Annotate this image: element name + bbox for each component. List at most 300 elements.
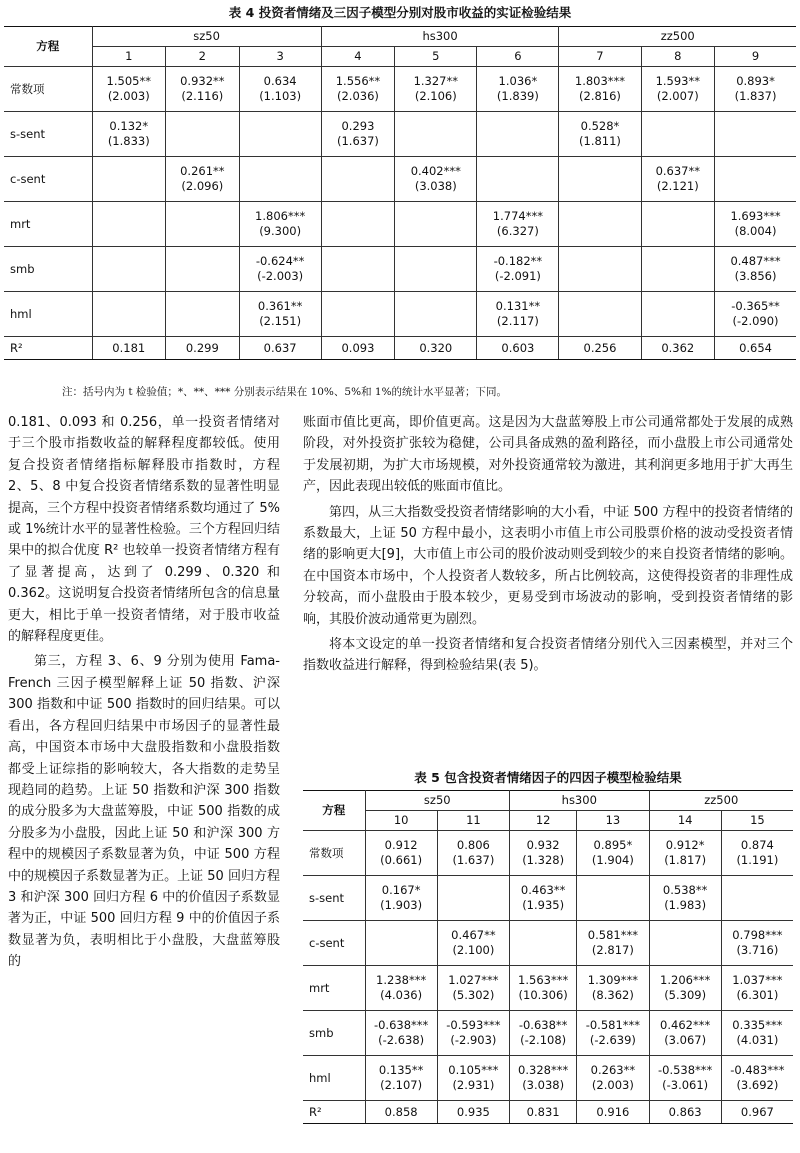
- coefficient: 1.206***: [660, 973, 711, 987]
- table4-note: 注：括号内为 t 检验值；*、**、*** 分别表示结果在 10%、5%和 1%的统计水平显著；下同。: [62, 386, 508, 398]
- left-paragraph-1: 0.181、0.093 和 0.256，单一投资者情绪对于三个股市指数收益的解释程度都较低。使用复合投资者情绪指标解释股市指数时，方程 2、5、8 中复合投资者情绪系数的显著性明显提高，三个方程中投资者情绪系数均通过了 5%或 1%统计水平的显著性检验。三个方程回归结果中的拟合优度 R² 也较单一投资者情绪方程有了显著提高，达到了 0.299、0.320 和 0.362。这说明复合投资者情绪所包含的信息量更大，相比于单一投资者情绪，对于股市收益的解释程度更佳。: [8, 415, 280, 645]
- coefficient: [242, 119, 319, 134]
- table-cell: [395, 247, 477, 292]
- t-value: (1.103): [259, 89, 302, 103]
- coefficient: -0.182**: [493, 254, 543, 268]
- column-number: 8: [641, 47, 715, 67]
- t-value: (8.362): [591, 988, 634, 1002]
- t-value: (-2.090): [732, 314, 779, 328]
- table-cell: [239, 67, 321, 112]
- coefficient: [324, 209, 393, 224]
- table-cell: [437, 1011, 509, 1056]
- t-value: [512, 943, 574, 958]
- coefficient: 1.593**: [655, 74, 700, 88]
- t-value: (1.637): [337, 134, 379, 148]
- coefficient: -0.638***: [373, 1018, 429, 1032]
- table-cell: [641, 67, 715, 112]
- coefficient: [479, 119, 556, 134]
- t-value: [168, 314, 237, 329]
- coefficient: 0.131**: [495, 299, 541, 313]
- table-cell: [721, 831, 793, 876]
- t-value: (2.007): [656, 89, 699, 103]
- column-number: 10: [365, 811, 437, 831]
- table-cell: [559, 292, 641, 337]
- t-value: [168, 134, 237, 149]
- r2-value: 0.299: [166, 337, 240, 360]
- table-cell: [721, 876, 793, 921]
- coefficient: 0.361**: [257, 299, 303, 313]
- t-value: [324, 269, 393, 284]
- table-cell: [92, 247, 166, 292]
- coefficient: [644, 209, 713, 224]
- coefficient: 0.463**: [520, 883, 566, 897]
- r2-value: 0.320: [395, 337, 477, 360]
- table-cell: [721, 1011, 793, 1056]
- r2-value: 0.935: [437, 1101, 509, 1124]
- t-value: [242, 134, 319, 149]
- t-value: (2.931): [452, 1078, 495, 1092]
- table-cell: [715, 112, 796, 157]
- coefficient: [397, 119, 474, 134]
- t-value: (2.096): [181, 179, 224, 193]
- coefficient: [242, 164, 319, 179]
- table-cell: [649, 1011, 721, 1056]
- coefficient: -0.638**: [518, 1018, 568, 1032]
- column-number-row: [303, 811, 793, 831]
- table-cell: [92, 292, 166, 337]
- table-cell: [166, 157, 240, 202]
- column-number: 11: [437, 811, 509, 831]
- t-value: (10.306): [518, 988, 568, 1002]
- coefficient: 1.309***: [587, 973, 638, 987]
- table-cell: [721, 921, 793, 966]
- table-cell: [395, 67, 477, 112]
- coefficient: [324, 164, 393, 179]
- table-cell: [715, 157, 796, 202]
- t-value: [717, 134, 794, 149]
- right-paragraph-1: 账面市值比更高，即价值更高。这是因为大盘蓝筹股上市公司通常都处于发展的成熟阶段，对外投资扩张较为稳健，公司具备成熟的盈利路径，而小盘股上市公司通常处于发展初期，为扩大市场规模，对外投资通常较为激进，其利润更多地用于扩大再生产，因此表现出较低的账面市值比。: [303, 415, 793, 495]
- t-value: [95, 269, 164, 284]
- header-row: [4, 27, 796, 47]
- t-value: [397, 314, 474, 329]
- coefficient: [95, 164, 164, 179]
- table-cell: [649, 1056, 721, 1101]
- t-value: [579, 898, 646, 913]
- table-cell: [365, 966, 437, 1011]
- table-row: [303, 831, 793, 876]
- table-cell: [649, 921, 721, 966]
- equation-header: 方程: [303, 791, 365, 831]
- table-cell: [577, 966, 649, 1011]
- t-value: (2.036): [337, 89, 379, 103]
- coefficient: [724, 883, 791, 898]
- table-cell: [559, 67, 641, 112]
- left-text-column: [8, 412, 280, 973]
- table-cell: [321, 67, 395, 112]
- t-value: [644, 224, 713, 239]
- table-cell: [641, 157, 715, 202]
- r2-value: 0.637: [239, 337, 321, 360]
- t-value: [397, 224, 474, 239]
- coefficient: [644, 119, 713, 134]
- coefficient: 1.806***: [255, 209, 306, 223]
- coefficient: 0.132*: [109, 119, 149, 133]
- table-cell: [437, 966, 509, 1011]
- table-cell: [477, 292, 559, 337]
- t-value: (-2.091): [494, 269, 541, 283]
- t-value: [561, 179, 638, 194]
- t-value: (8.004): [734, 224, 777, 238]
- group-header: zz500: [559, 27, 796, 47]
- table-cell: [239, 247, 321, 292]
- t-value: [652, 943, 719, 958]
- table-cell: [477, 112, 559, 157]
- r2-value: 0.362: [641, 337, 715, 360]
- coefficient: 0.328***: [518, 1063, 569, 1077]
- row-label: c-sent: [4, 157, 92, 202]
- table-cell: [715, 247, 796, 292]
- table-cell: [510, 876, 577, 921]
- coefficient: [561, 254, 638, 269]
- coefficient: 0.932: [526, 838, 560, 852]
- right-paragraph-3: 将本文设定的单一投资者情绪和复合投资者情绪分别代入三因素模型，并对三个指数收益进行解释，得到检验结果(表 5)。: [303, 637, 793, 674]
- t-value: (1.191): [736, 853, 779, 867]
- t-value: (2.100): [452, 943, 495, 957]
- coefficient: 0.538**: [662, 883, 708, 897]
- coefficient: [561, 209, 638, 224]
- table-cell: [649, 831, 721, 876]
- table-cell: [641, 202, 715, 247]
- table-cell: [559, 112, 641, 157]
- table-row: [303, 966, 793, 1011]
- coefficient: [561, 299, 638, 314]
- t-value: (2.116): [181, 89, 224, 103]
- table-cell: [510, 1011, 577, 1056]
- row-label: hml: [303, 1056, 365, 1101]
- t-value: [644, 134, 713, 149]
- t-value: (-2.903): [450, 1033, 497, 1047]
- coefficient: [652, 928, 719, 943]
- table-cell: [641, 292, 715, 337]
- t-value: (1.935): [522, 898, 565, 912]
- column-number: 13: [577, 811, 649, 831]
- column-number: 15: [721, 811, 793, 831]
- t-value: (2.107): [380, 1078, 423, 1092]
- table-cell: [577, 831, 649, 876]
- table-cell: [365, 831, 437, 876]
- coefficient: [479, 164, 556, 179]
- coefficient: -0.365**: [731, 299, 780, 313]
- table-cell: [166, 247, 240, 292]
- column-number: 4: [321, 47, 395, 67]
- t-value: (6.301): [736, 988, 779, 1002]
- table-cell: [577, 921, 649, 966]
- coefficient: 1.037***: [732, 973, 783, 987]
- column-number: 1: [92, 47, 166, 67]
- group-header: sz50: [365, 791, 510, 811]
- table-cell: [166, 202, 240, 247]
- group-header: zz500: [649, 791, 793, 811]
- t-value: (1.328): [522, 853, 565, 867]
- column-number: 5: [395, 47, 477, 67]
- t-value: (3.038): [522, 1078, 565, 1092]
- r2-label: R²: [4, 337, 92, 360]
- coefficient: 0.335***: [732, 1018, 783, 1032]
- coefficient: 0.893*: [736, 74, 775, 88]
- r2-value: 0.654: [715, 337, 796, 360]
- t-value: [168, 224, 237, 239]
- table-cell: [321, 112, 395, 157]
- table-cell: [365, 921, 437, 966]
- coefficient: 1.027***: [448, 973, 499, 987]
- table-cell: [437, 921, 509, 966]
- coefficient: 1.774***: [492, 209, 543, 223]
- t-value: (-3.061): [662, 1078, 709, 1092]
- table-row: [303, 1011, 793, 1056]
- coefficient: 0.293: [341, 119, 375, 133]
- table-cell: [510, 921, 577, 966]
- table-cell: [395, 157, 477, 202]
- r2-value: 0.093: [321, 337, 395, 360]
- right-text-column: [303, 412, 793, 677]
- t-value: (4.031): [736, 1033, 779, 1047]
- table-row: [4, 292, 796, 337]
- t-value: [724, 898, 791, 913]
- t-value: [561, 314, 638, 329]
- coefficient: [95, 254, 164, 269]
- table-row: [4, 202, 796, 247]
- row-label: s-sent: [4, 112, 92, 157]
- coefficient: [717, 164, 794, 179]
- table-cell: [239, 112, 321, 157]
- t-value: (2.117): [496, 314, 539, 328]
- coefficient: -0.538***: [657, 1063, 713, 1077]
- t-value: (2.151): [259, 314, 302, 328]
- t-value: [440, 898, 507, 913]
- coefficient: 0.806: [456, 838, 490, 852]
- coefficient: 0.912*: [665, 838, 705, 852]
- coefficient: [397, 299, 474, 314]
- t-value: (2.106): [414, 89, 457, 103]
- t-value: (1.637): [452, 853, 495, 867]
- coefficient: [579, 883, 646, 898]
- t-value: (1.817): [664, 853, 707, 867]
- t-value: (2.817): [591, 943, 634, 957]
- table-cell: [321, 292, 395, 337]
- table-cell: [92, 202, 166, 247]
- r2-value: 0.603: [477, 337, 559, 360]
- row-label: mrt: [303, 966, 365, 1011]
- table-row: [4, 157, 796, 202]
- t-value: [561, 224, 638, 239]
- t-value: (5.302): [452, 988, 495, 1002]
- table-cell: [239, 292, 321, 337]
- table-cell: [321, 247, 395, 292]
- table-cell: [477, 247, 559, 292]
- table-cell: [365, 876, 437, 921]
- t-value: (9.300): [259, 224, 302, 238]
- table-row: [4, 67, 796, 112]
- t-value: (1.833): [107, 134, 150, 148]
- t-value: [324, 179, 393, 194]
- coefficient: [324, 254, 393, 269]
- t-value: (1.904): [591, 853, 634, 867]
- table4: [4, 26, 796, 360]
- coefficient: 0.402***: [410, 164, 461, 178]
- t-value: [95, 224, 164, 239]
- t-value: (1.903): [380, 898, 423, 912]
- t-value: [644, 314, 713, 329]
- table-cell: [166, 292, 240, 337]
- column-number-row: [4, 47, 796, 67]
- t-value: (5.309): [664, 988, 707, 1002]
- coefficient: 1.563***: [518, 973, 569, 987]
- t-value: (0.661): [380, 853, 423, 867]
- table-cell: [721, 966, 793, 1011]
- column-number: 6: [477, 47, 559, 67]
- column-number: 3: [239, 47, 321, 67]
- table5-caption: 表 5 包含投资者情绪因子的四因子模型检验结果: [414, 770, 682, 785]
- right-paragraph-2: 第四，从三大指数受投资者情绪影响的大小看，中证 500 方程中的投资者情绪的系数最大，上证 50 方程中最小，这表明小市值上市公司股票价格的波动受投资者情绪的影响更大[9]，大市值上市公司的股价波动则受到较少的来自投资者情绪的影响。在中国资本市场中，个人投资者人数较多，所占比例较高，这使得投资者的非理性成分较高，而小盘股由于股本较少，更易受到市场波动的影响，受到投资者情绪的影响，其股价波动通常更为剧烈。: [303, 504, 793, 627]
- coefficient: 0.798***: [732, 928, 783, 942]
- left-paragraph-2: 第三，方程 3、6、9 分别为使用 Fama-French 三因子模型解释上证 50 指数、沪深 300 指数和中证 500 指数时的回归结果。可以看出，各方程回归结果中市场因子的显著性最高，中国资本市场中大盘股指数和小盘股指数都受上证综指的影响较大，各大指数的走势呈现趋同的趋势。上证 50 指数和沪深 300 指数的成分股多为大盘蓝筹股，中证 500 指数的成分股多为小盘股，因此上证 50 和沪深 300 方程中的规模因子系数显著为负，中证 500 方程中的规模因子系数显著为正。上证 50 回归方程 3 和沪深 300 回归方程 6 中的价值因子系数显著为正，中证 500 回归方程 9 中的价值因子系数显著为负，表明相比于小盘股，大盘蓝筹股的: [8, 654, 280, 970]
- table-cell: [92, 67, 166, 112]
- table-cell: [477, 157, 559, 202]
- coefficient: 1.036*: [498, 74, 538, 88]
- t-value: (-2.108): [520, 1033, 567, 1047]
- t-value: (3.038): [414, 179, 457, 193]
- table-cell: [321, 157, 395, 202]
- table-cell: [641, 247, 715, 292]
- t-value: (3.716): [736, 943, 779, 957]
- column-number: 7: [559, 47, 641, 67]
- table-cell: [166, 67, 240, 112]
- table-cell: [649, 876, 721, 921]
- t-value: (2.816): [579, 89, 621, 103]
- coefficient: [644, 254, 713, 269]
- coefficient: 0.261**: [180, 164, 225, 178]
- column-number: 12: [510, 811, 577, 831]
- table-cell: [365, 1056, 437, 1101]
- coefficient: [95, 299, 164, 314]
- table-cell: [510, 966, 577, 1011]
- table-cell: [577, 1011, 649, 1056]
- t-value: (3.067): [664, 1033, 707, 1047]
- coefficient: [717, 119, 794, 134]
- t-value: [479, 134, 556, 149]
- column-number: 14: [649, 811, 721, 831]
- table-cell: [395, 292, 477, 337]
- table-cell: [437, 831, 509, 876]
- r2-label: R²: [303, 1101, 365, 1124]
- coefficient: 0.895*: [593, 838, 633, 852]
- t-value: [644, 269, 713, 284]
- table-cell: [510, 831, 577, 876]
- row-label: 常数项: [303, 831, 365, 876]
- row-label: smb: [4, 247, 92, 292]
- t-value: (1.983): [664, 898, 707, 912]
- row-label: s-sent: [303, 876, 365, 921]
- table-row: [303, 1056, 793, 1101]
- coefficient: -0.581***: [585, 1018, 641, 1032]
- r2-value: 0.181: [92, 337, 166, 360]
- table-cell: [715, 202, 796, 247]
- t-value: (-2.003): [257, 269, 304, 283]
- coefficient: 0.462***: [660, 1018, 711, 1032]
- coefficient: 0.634: [263, 74, 297, 88]
- table-cell: [395, 202, 477, 247]
- coefficient: 1.556**: [335, 74, 381, 88]
- r2-value: 0.858: [365, 1101, 437, 1124]
- table-cell: [321, 202, 395, 247]
- table-cell: [92, 112, 166, 157]
- coefficient: 0.637**: [655, 164, 700, 178]
- t-value: (-2.639): [589, 1033, 636, 1047]
- table-row: [303, 921, 793, 966]
- coefficient: 1.693***: [730, 209, 781, 223]
- table-cell: [239, 202, 321, 247]
- r2-value: 0.863: [649, 1101, 721, 1124]
- t-value: [397, 134, 474, 149]
- t-value: [168, 269, 237, 284]
- coefficient: [368, 928, 435, 943]
- table-cell: [577, 876, 649, 921]
- row-label: mrt: [4, 202, 92, 247]
- table-row: [4, 247, 796, 292]
- table-cell: [641, 112, 715, 157]
- t-value: [242, 179, 319, 194]
- t-value: [397, 269, 474, 284]
- equation-header: 方程: [4, 27, 92, 67]
- table-cell: [715, 67, 796, 112]
- table-cell: [239, 157, 321, 202]
- t-value: (1.839): [496, 89, 539, 103]
- coefficient: 0.528*: [580, 119, 620, 133]
- t-value: (4.036): [380, 988, 423, 1002]
- coefficient: [440, 883, 507, 898]
- table-cell: [649, 966, 721, 1011]
- table-cell: [510, 1056, 577, 1101]
- table-cell: [92, 157, 166, 202]
- t-value: [95, 179, 164, 194]
- coefficient: [324, 299, 393, 314]
- t-value: (6.327): [496, 224, 539, 238]
- coefficient: [168, 209, 237, 224]
- t-value: (2.003): [591, 1078, 634, 1092]
- coefficient: 0.932**: [180, 74, 225, 88]
- t-value: [479, 179, 556, 194]
- r2-row: [4, 337, 796, 360]
- coefficient: -0.593***: [446, 1018, 501, 1032]
- coefficient: 1.803***: [574, 74, 626, 88]
- coefficient: [561, 164, 638, 179]
- group-header: hs300: [321, 27, 559, 47]
- coefficient: [168, 254, 237, 269]
- table-cell: [437, 876, 509, 921]
- t-value: [561, 269, 638, 284]
- coefficient: -0.624**: [255, 254, 305, 268]
- r2-value: 0.831: [510, 1101, 577, 1124]
- t-value: [717, 179, 794, 194]
- table-cell: [559, 202, 641, 247]
- coefficient: -0.483***: [730, 1063, 785, 1077]
- table-cell: [166, 112, 240, 157]
- r2-value: 0.256: [559, 337, 641, 360]
- group-header: hs300: [510, 791, 649, 811]
- group-header: sz50: [92, 27, 321, 47]
- coefficient: 0.874: [740, 838, 774, 852]
- coefficient: [644, 299, 713, 314]
